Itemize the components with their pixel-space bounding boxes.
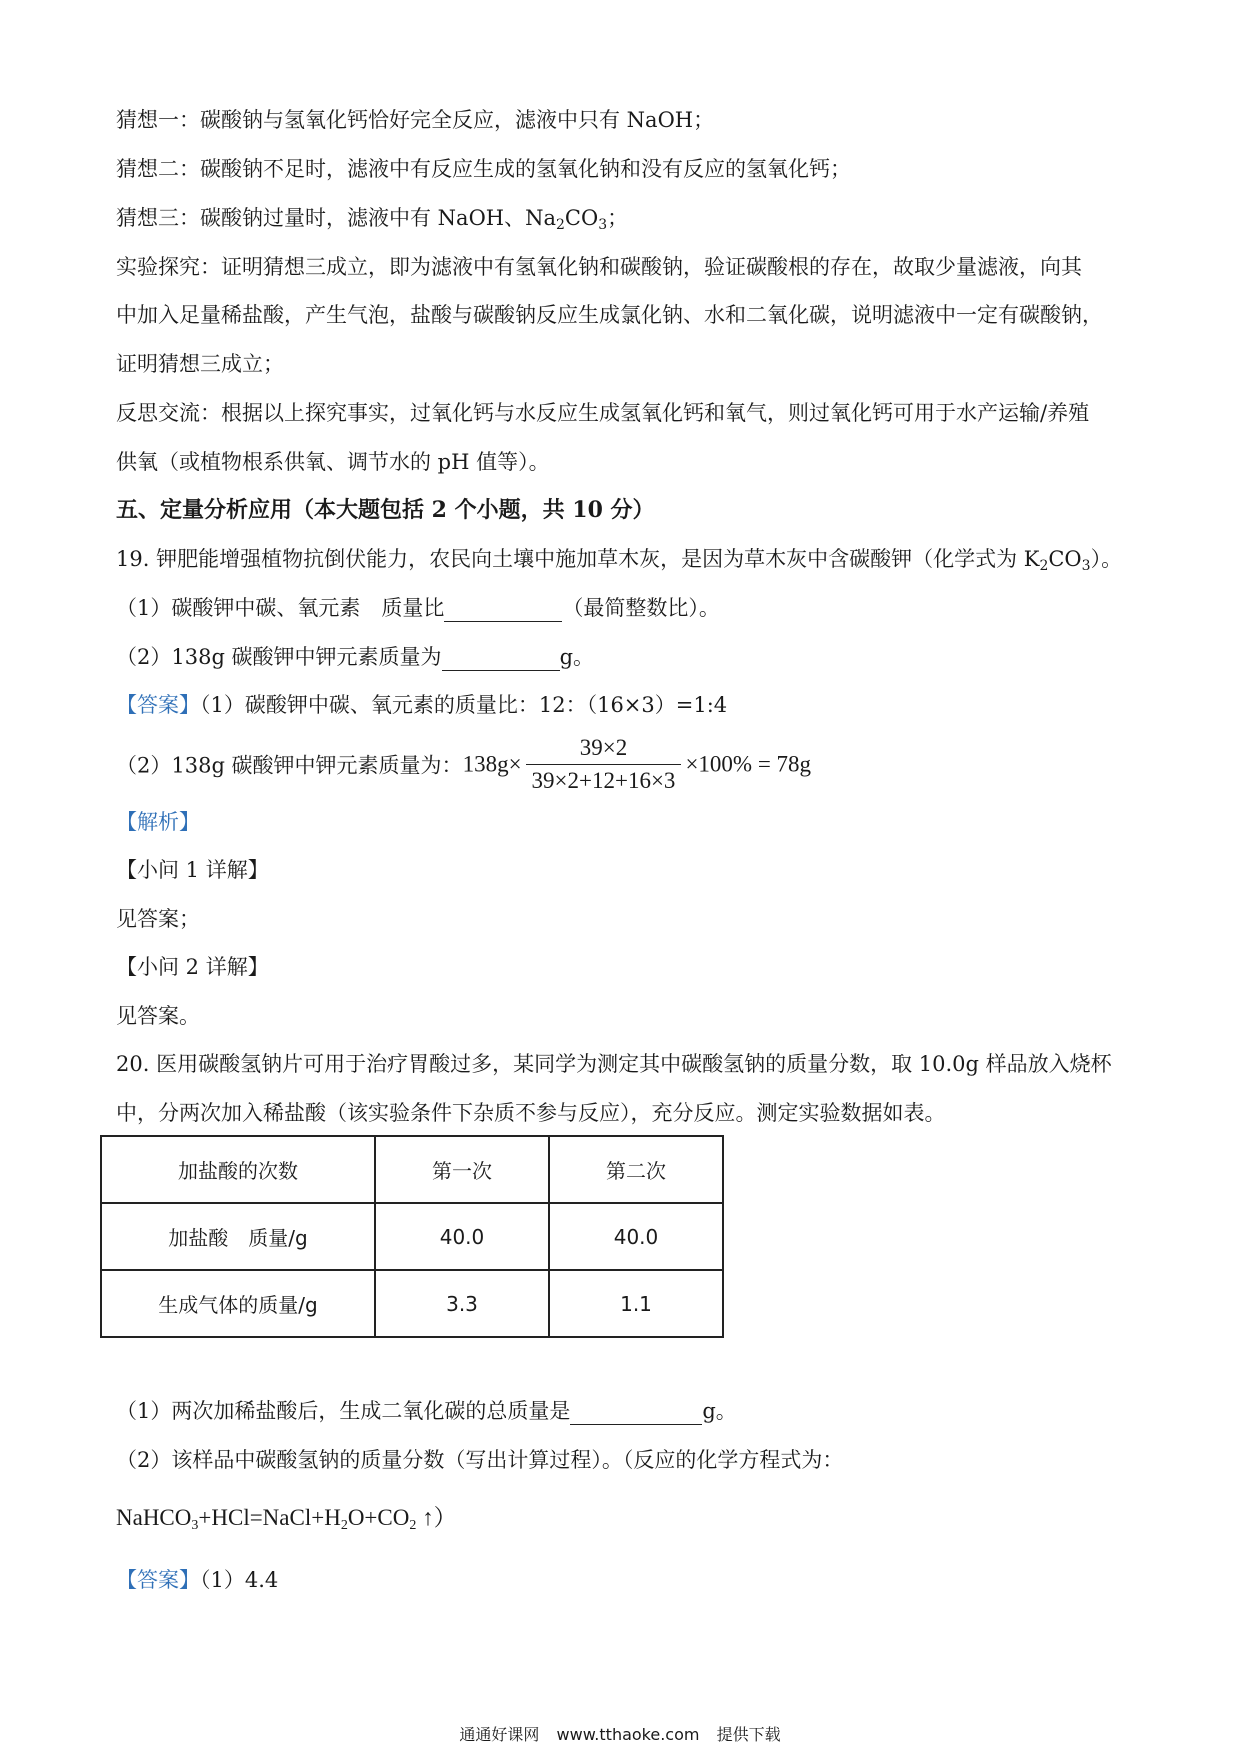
footer-note: 提供下载 — [716, 1725, 781, 1744]
table-header-cell: 加盐酸的次数 — [101, 1136, 375, 1203]
q19-part-2: （2）138g 碳酸钾中钾元素质量为 g。 — [116, 645, 595, 669]
page-footer — [0, 1722, 1240, 1745]
table-header-cell: 第二次 — [549, 1136, 723, 1203]
sub-question-2-title: 【小问 2 详解】 — [116, 955, 269, 979]
reflection-line-2: 供氧（或植物根系供氧、调节水的 pH 值等）。 — [116, 450, 550, 474]
q19-stem: 19. 钾肥能增强植物抗倒伏能力，农民向土壤中施加草木灰，是因为草木灰中含碳酸钾（化学式为 $K_2CO_3$）。 — [116, 547, 1123, 574]
answer-blank[interactable] — [570, 1402, 702, 1425]
fraction: $\frac{39\times 2}{39\times 2+12+16\times 3}$ — [526, 735, 682, 794]
section-heading: 五、定量分析应用（本大题包括 2 个小题，共 10 分） — [116, 497, 655, 523]
table-header-row — [101, 1136, 723, 1203]
sub-question-1-title: 【小问 1 详解】 — [116, 858, 269, 882]
answer-blank[interactable] — [444, 599, 562, 622]
experiment-line-3: 证明猜想三成立； — [116, 352, 284, 376]
q20-stem-1: 20. 医用碳酸氢钠片可用于治疗胃酸过多，某同学为测定其中碳酸氢钠的质量分数，取 10.0g 样品放入烧杯 — [116, 1052, 1112, 1076]
q20-answer-1: 【答案】（1）4.4 — [116, 1568, 279, 1592]
table-cell: 1.1 — [549, 1270, 723, 1337]
experiment-line-2: 中加入足量稀盐酸，产生气泡，盐酸与碳酸钠反应生成氯化钠、水和二氧化碳，说明滤液中一定有碳酸钠， — [116, 303, 1103, 327]
q19-answer-1: 【答案】（1）碳酸钾中碳、氧元素的质量比：12：（16×3）=1:4 — [116, 693, 728, 717]
analysis-tag: 【解析】 — [116, 810, 200, 834]
q20-stem-2: 中，分两次加入稀盐酸（该实验条件下杂质不参与反应），充分反应。测定实验数据如表。 — [116, 1101, 946, 1125]
experiment-data-table — [100, 1135, 724, 1338]
table-cell: 生成气体的质量/g — [101, 1270, 375, 1337]
table-row — [101, 1203, 723, 1270]
table-cell: 加盐酸 质量/g — [101, 1203, 375, 1270]
q19-part-1: （1）碳酸钾中碳、氧元素 质量比 （最简整数比）。 — [116, 596, 720, 620]
table-cell: 40.0 — [549, 1203, 723, 1270]
table-cell: 3.3 — [375, 1270, 549, 1337]
reflection-line-1: 反思交流：根据以上探究事实，过氧化钙与水反应生成氢氧化钙和氧气，则过氧化钙可用于水产运输/养殖 — [116, 401, 1090, 425]
q20-part-1: （1）两次加稀盐酸后，生成二氧化碳的总质量是 g。 — [116, 1399, 737, 1423]
answer-tag: 【答案】 — [116, 1568, 200, 1592]
chemical-equation: $NaHCO_3+HCl=NaCl+H_2O+CO_2$ ↑） — [116, 1505, 457, 1533]
experiment-line-1: 实验探究：证明猜想三成立，即为滤液中有氢氧化钠和碳酸钠，验证碳酸根的存在，故取少量滤液，向其 — [116, 255, 1082, 279]
q19-answer-2: （2）138g 碳酸钾中钾元素质量为：138g× $\frac{39\times 2}{39\times 2+12+16\times 3}$ ×100% = 78g — [116, 735, 812, 793]
sub-question-1-body: 见答案； — [116, 907, 200, 931]
hypothesis-1: 猜想一：碳酸钠与氢氧化钙恰好完全反应，滤液中只有 NaOH； — [116, 108, 715, 132]
table-row — [101, 1270, 723, 1337]
q20-part-2: （2）该样品中碳酸氢钠的质量分数（写出计算过程）。（反应的化学方程式为： — [116, 1448, 844, 1472]
answer-blank[interactable] — [442, 648, 560, 671]
footer-site-name: 通通好课网 — [459, 1725, 540, 1744]
answer-tag: 【答案】 — [116, 693, 200, 717]
hypothesis-2: 猜想二：碳酸钠不足时，滤液中有反应生成的氢氧化钠和没有反应的氢氧化钙； — [116, 157, 851, 181]
hypothesis-3: 猜想三：碳酸钠过量时，滤液中有 NaOH、$Na_2CO_3$； — [116, 206, 629, 233]
footer-url[interactable]: www.tthaoke.com — [556, 1725, 700, 1744]
sub-question-2-body: 见答案。 — [116, 1004, 200, 1028]
table-cell: 40.0 — [375, 1203, 549, 1270]
table-header-cell: 第一次 — [375, 1136, 549, 1203]
